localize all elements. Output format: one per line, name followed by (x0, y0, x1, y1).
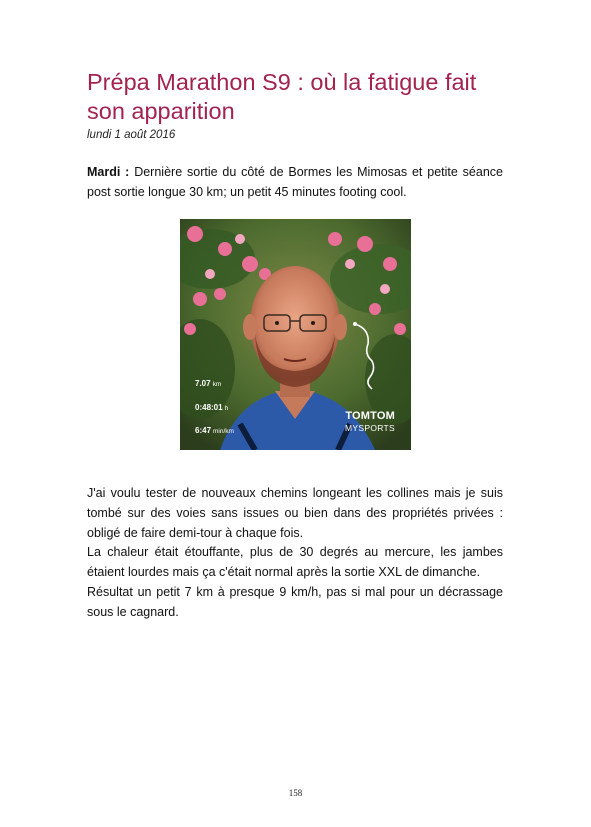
distance-stat (195, 379, 221, 388)
paragraph-details (87, 484, 503, 623)
pace-stat (195, 426, 234, 435)
paragraph-line: Résultat un petit 7 km à presque 9 km/h, pas si mal pour un décrassage sous le cagnard. (87, 584, 503, 619)
mysports-label: MYSPORTS (345, 423, 395, 433)
distance-unit: km (212, 381, 222, 388)
article-date: lundi 1 août 2016 (87, 129, 176, 141)
selfie-photo (180, 219, 411, 450)
page-number: 158 (288, 788, 303, 798)
distance-value: 7.07 (195, 379, 211, 388)
day-label: Mardi : (87, 165, 130, 179)
time-value: 0:48:01 (195, 403, 223, 412)
paragraph-line: La chaleur était étouffante, plus de 30 degrés au mercure, les jambes étaient lourdes mais ça c'était normal après la sortie XXL de dimanche. (87, 545, 503, 580)
pace-value: 6:47 (195, 426, 212, 435)
tomtom-logo: TOMTOM (345, 410, 395, 422)
paragraph-text: Dernière sortie du côté de Bormes les Mimosas et petite séance post sortie longue 30 km; un petit 45 minutes footing cool. (87, 165, 503, 199)
article-title: Prépa Marathon S9 : où la fatigue fait son apparition (87, 69, 477, 124)
paragraph-line: J'ai voulu tester de nouveaux chemins longeant les collines mais je suis tombé sur des voies sans issues ou bien dans des propriétés privées : obligé de faire demi-tour à chaque fois. (87, 486, 503, 540)
pace-unit: min/km (213, 428, 234, 435)
time-unit: h (224, 405, 229, 412)
time-stat (195, 403, 228, 412)
paragraph-tuesday (87, 163, 503, 203)
